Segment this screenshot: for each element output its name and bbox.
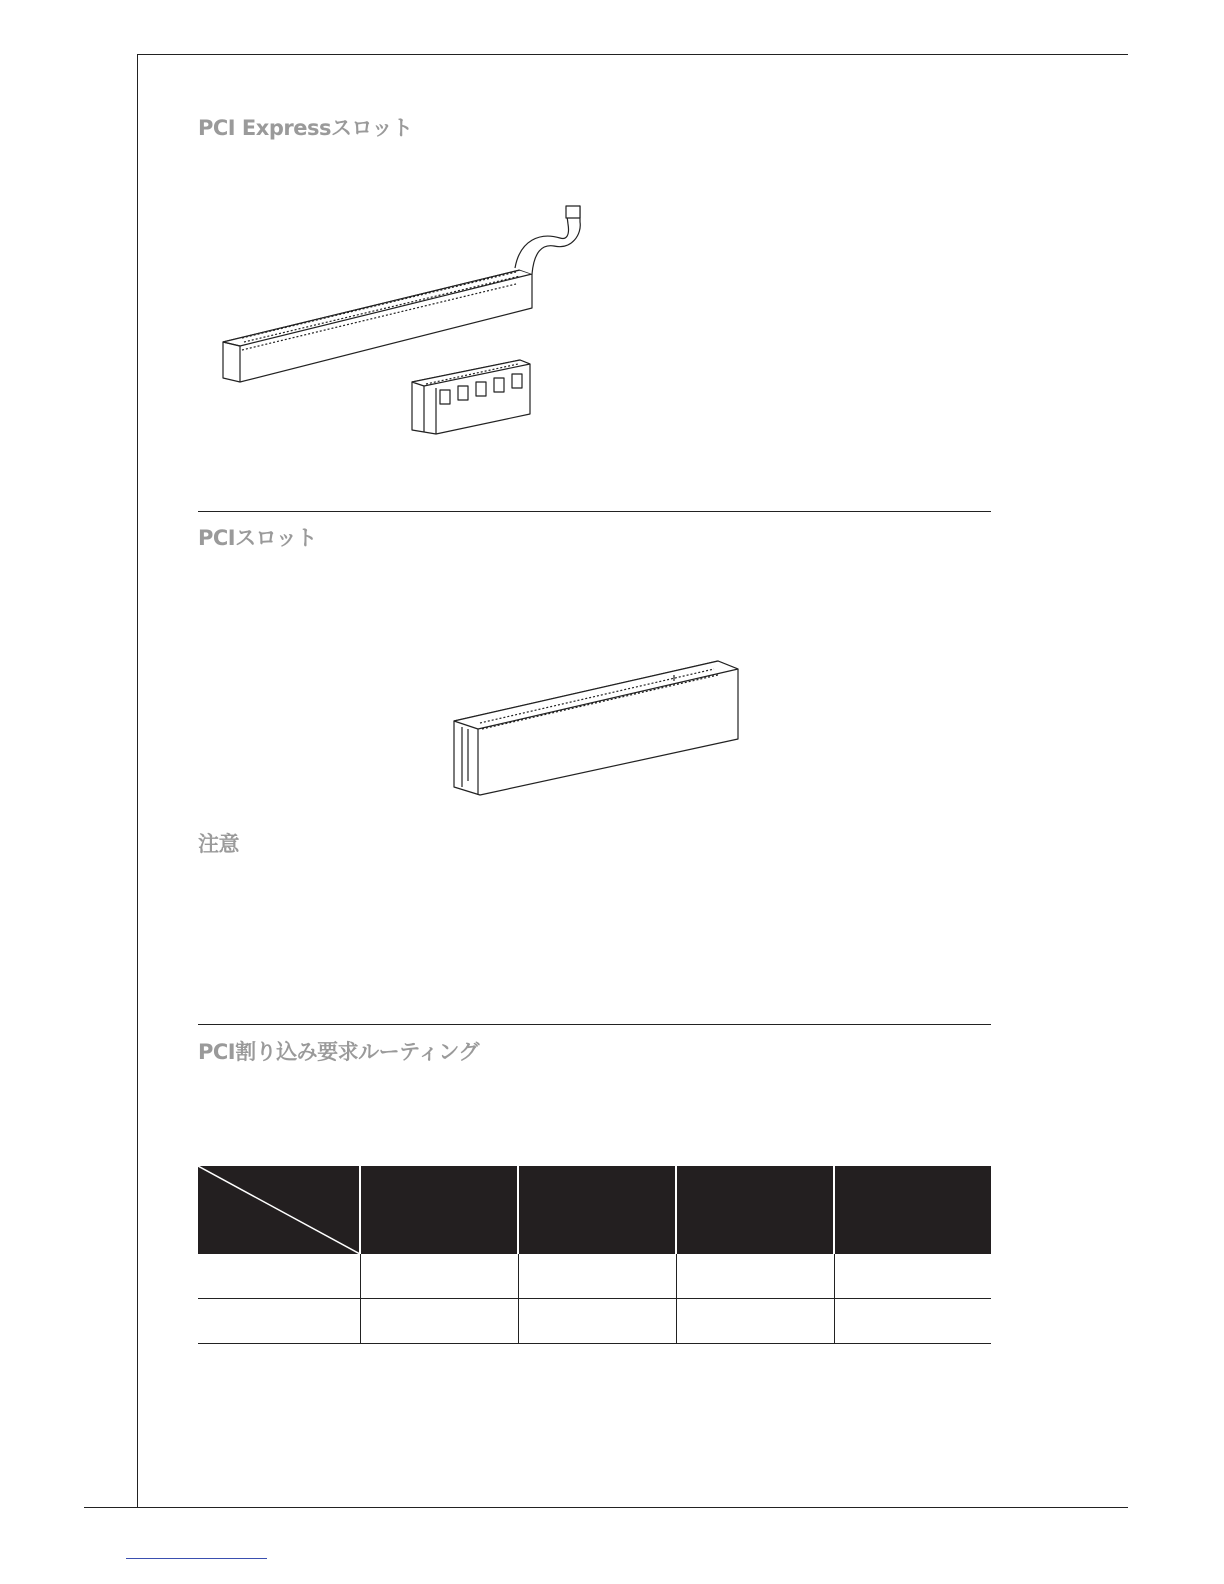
page-frame-left xyxy=(137,54,138,1507)
table-cell xyxy=(834,1254,991,1299)
diagonal-divider xyxy=(198,1166,360,1254)
table-header-cell xyxy=(676,1166,834,1254)
pci-irq-routing-heading: PCI割り込み要求ルーティング xyxy=(198,1040,480,1064)
section-divider xyxy=(198,1024,991,1025)
pcie-slot-illustration xyxy=(220,200,600,440)
table-cell xyxy=(360,1299,518,1344)
table-row xyxy=(198,1254,991,1299)
table-cell xyxy=(360,1254,518,1299)
table-cell xyxy=(834,1299,991,1344)
section-divider xyxy=(198,511,991,512)
table-header-cell xyxy=(360,1166,518,1254)
table-header-cell xyxy=(518,1166,676,1254)
page-frame-top xyxy=(138,54,1128,55)
footer-link-underline[interactable] xyxy=(126,1558,267,1559)
table-cell xyxy=(518,1299,676,1344)
table-cell xyxy=(518,1254,676,1299)
table-cell xyxy=(198,1254,360,1299)
table-cell xyxy=(676,1299,834,1344)
table-cell xyxy=(198,1299,360,1344)
note-heading: 注意 xyxy=(198,832,239,856)
table-row xyxy=(198,1299,991,1344)
table-header-cell xyxy=(834,1166,991,1254)
table-cell xyxy=(676,1254,834,1299)
irq-routing-table xyxy=(198,1166,991,1344)
pci-slot-heading: PCIスロット xyxy=(198,526,317,550)
page-frame-bottom xyxy=(84,1507,1128,1508)
pcie-slot-heading: PCI Expressスロット xyxy=(198,116,413,140)
table-header-row xyxy=(198,1166,991,1254)
pci-slot-illustration xyxy=(448,655,748,800)
table-corner-cell xyxy=(198,1166,360,1254)
